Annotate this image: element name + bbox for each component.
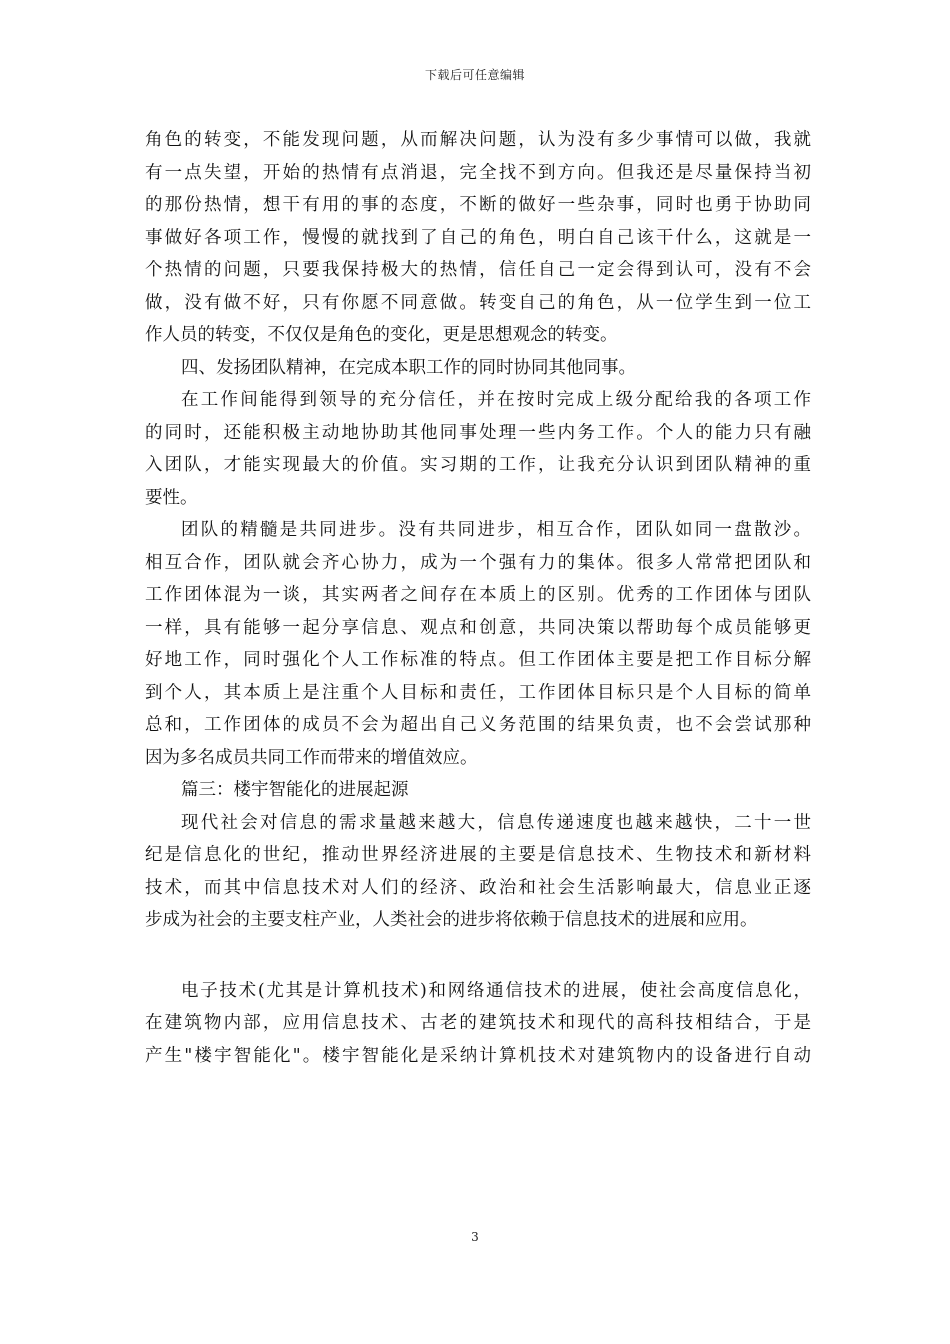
paragraph-gap [145,937,811,975]
text-line: 要性。 [145,487,198,508]
document-body [145,124,811,1072]
text-line: 作人员的转变，不仅仅是角色的变化，更是思想观念的转变。 [145,325,618,345]
text-line: 好地工作，同时强化个人工作标准的特点。但工作团体主要是把工作目标分解 [145,650,811,670]
page-header: 下载后可任意编辑 [424,68,525,82]
text-line: 技术，而其中信息技术对人们的经济、政治和社会生活影响最大，信息业正逐 [145,877,811,898]
text-line: 的那份热情，想干有用的事的态度，不断的做好一些杂事，同时也勇于协助同 [145,195,811,215]
text-line: 工作团体混为一谈，其实两者之间存在本质上的区别。优秀的工作团体与团队 [145,585,811,605]
text-line: 事做好各项工作，慢慢的就找到了自己的角色，明白自己该干什么，这就是一 [145,227,811,248]
text-line: 在建筑物内部，应用信息技术、古老的建筑技术和现代的高科技相结合，于是 [145,1013,811,1033]
text-line: 因为多名成员共同工作而带来的增值效应。 [145,747,478,768]
text-line: 电子技术(尤其是计算机技术)和网络通信技术的进展，使社会高度信息化， [181,980,811,1001]
section-heading: 篇三：楼宇智能化的进展起源 [181,780,409,800]
text-line: 入团队，才能实现最大的价值。实习期的工作，让我充分认识到团队精神的重 [145,455,811,475]
text-line: 有一点失望，开始的热情有点消退，完全找不到方向。但我还是尽量保持当初 [145,162,811,183]
text-line: 个热情的问题，只要我保持极大的热情，信任自己一定会得到认可，没有不会 [145,260,811,280]
page-number: 3 [471,1230,479,1244]
text-line: 现代社会对信息的需求量越来越大，信息传递速度也越来越快，二十一世 [181,812,811,833]
section-heading: 四、发扬团队精神，在完成本职工作的同时协同其他同事。 [181,357,636,378]
text-line: 角色的转变，不能发现问题，从而解决问题，认为没有多少事情可以做，我就 [145,130,811,150]
text-line: 的同时，还能积极主动地协助其他同事处理一些内务工作。个人的能力只有融 [145,422,811,443]
text-line: 在工作间能得到领导的充分信任，并在按时完成上级分配给我的各项工作 [181,390,811,410]
text-line: 步成为社会的主要支柱产业，人类社会的进步将依赖于信息技术的进展和应用。 [145,910,758,930]
text-line: 做，没有做不好，只有你愿不同意做。转变自己的角色，从一位学生到一位工 [145,292,811,313]
text-line: 相互合作，团队就会齐心协力，成为一个强有力的集体。很多人常常把团队和 [145,552,811,573]
text-line: 到个人，其本质上是注重个人目标和责任，工作团体目标只是个人目标的简单 [145,682,811,703]
text-line: 纪是信息化的世纪，推动世界经济进展的主要是信息技术、生物技术和新材料 [145,845,811,865]
text-line: 一样，具有能够一起分享信息、观点和创意，共同决策以帮助每个成员能够更 [145,617,811,638]
text-line: 产生"楼宇智能化"。楼宇智能化是采纳计算机技术对建筑物内的设备进行自动 [145,1045,811,1066]
text-line: 团队的精髓是共同进步。没有共同进步，相互合作，团队如同一盘散沙。 [181,520,811,540]
text-line: 总和，工作团体的成员不会为超出自己义务范围的结果负责，也不会尝试那种 [145,715,811,735]
